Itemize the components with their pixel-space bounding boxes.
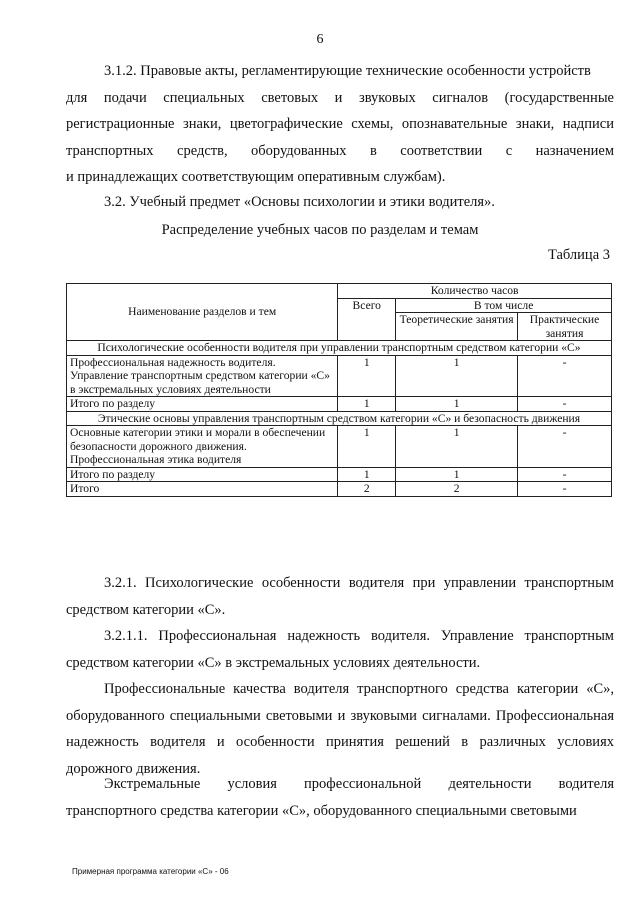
header-practice: Практические занятия — [518, 313, 612, 341]
row-1-total: 1 — [338, 355, 396, 397]
subtotal-2-theory: 1 — [396, 467, 518, 482]
footer-note: Примерная программа категории «С» - 06 — [72, 867, 229, 876]
header-name: Наименование разделов и тем — [67, 284, 338, 341]
table-label: Таблица 3 — [547, 247, 610, 263]
distribution-title: Распределение учебных часов по разделам и темам — [161, 222, 479, 238]
p1-line: и принадлежащих соответствующим оперативным службам). — [66, 169, 446, 185]
header-total: Всего — [338, 298, 396, 341]
total-name: Итого — [67, 482, 338, 497]
total-theory: 2 — [396, 482, 518, 497]
subtotal-1-total: 1 — [338, 397, 396, 412]
subtotal-2-total: 1 — [338, 467, 396, 482]
row-2-practice: - — [518, 426, 612, 468]
row-1-name: Профессиональная надежность водителя. Управление транспортным средством категории «С» в экстремальных условиях деятельности — [67, 355, 338, 397]
p6-text: Экстремальные условия профессиональной деятельности водителя транспортного средства категории «С», оборудованного специальными световыми — [66, 776, 614, 819]
p3-text: 3.2.1. Психологические особенности водителя при управлении транспортным средством категории «С». — [66, 575, 614, 618]
p5-text: Профессиональные качества водителя транспортного средства категории «С», оборудованного специальными световыми и звуковыми сигналами. Профессиональная надежность водителя и особенности принятия решений в различных условиях дорожного движения. — [66, 681, 614, 777]
header-theory: Теоретические занятия — [396, 313, 518, 341]
header-incl: В том числе — [396, 298, 612, 313]
total-total: 2 — [338, 482, 396, 497]
p1-line: транспортных средств, оборудованных в соответствии с назначением — [66, 142, 614, 159]
p1-line: для подачи специальных световых и звуковых сигналов (государственные — [66, 89, 614, 106]
subtotal-1-practice: - — [518, 397, 612, 412]
row-2-theory: 1 — [396, 426, 518, 468]
row-2-name: Основные категории этики и морали в обеспечении безопасности дорожного движения. Профессиональная этика водителя — [67, 426, 338, 468]
paragraph-extreme — [66, 771, 614, 824]
section-2-title: Этические основы управления транспортным средством категории «С» и безопасность движения — [67, 411, 612, 426]
total-practice: - — [518, 482, 612, 497]
p2-text: 3.2. Учебный предмет «Основы психологии и этики водителя». — [104, 194, 495, 210]
paragraph-3-1-2 — [66, 58, 614, 191]
subtotal-2-name: Итого по разделу — [67, 467, 338, 482]
subtotal-2-practice: - — [518, 467, 612, 482]
p1-line: регистрационные знаки, цветографические схемы, опознавательные знаки, надписи — [66, 116, 614, 132]
row-2-total: 1 — [338, 426, 396, 468]
paragraph-3-2-1-1 — [66, 623, 614, 676]
row-1-theory: 1 — [396, 355, 518, 397]
paragraph-3-2-1 — [66, 570, 614, 623]
section-1-title: Психологические особенности водителя при управлении транспортным средством категории «С» — [67, 341, 612, 356]
hours-table — [66, 283, 612, 497]
page-number: 6 — [316, 32, 324, 47]
header-qty: Количество часов — [338, 284, 612, 299]
p4-text: 3.2.1.1. Профессиональная надежность водителя. Управление транспортным средством категории «С» в экстремальных условиях деятельности. — [66, 628, 614, 671]
subtotal-1-name: Итого по разделу — [67, 397, 338, 412]
paragraph-qualities — [66, 676, 614, 782]
row-1-practice: - — [518, 355, 612, 397]
subtotal-1-theory: 1 — [396, 397, 518, 412]
paragraph-3-2 — [66, 189, 614, 216]
p1-line: 3.1.2. Правовые акты, регламентирующие технические особенности устройств — [104, 63, 591, 79]
